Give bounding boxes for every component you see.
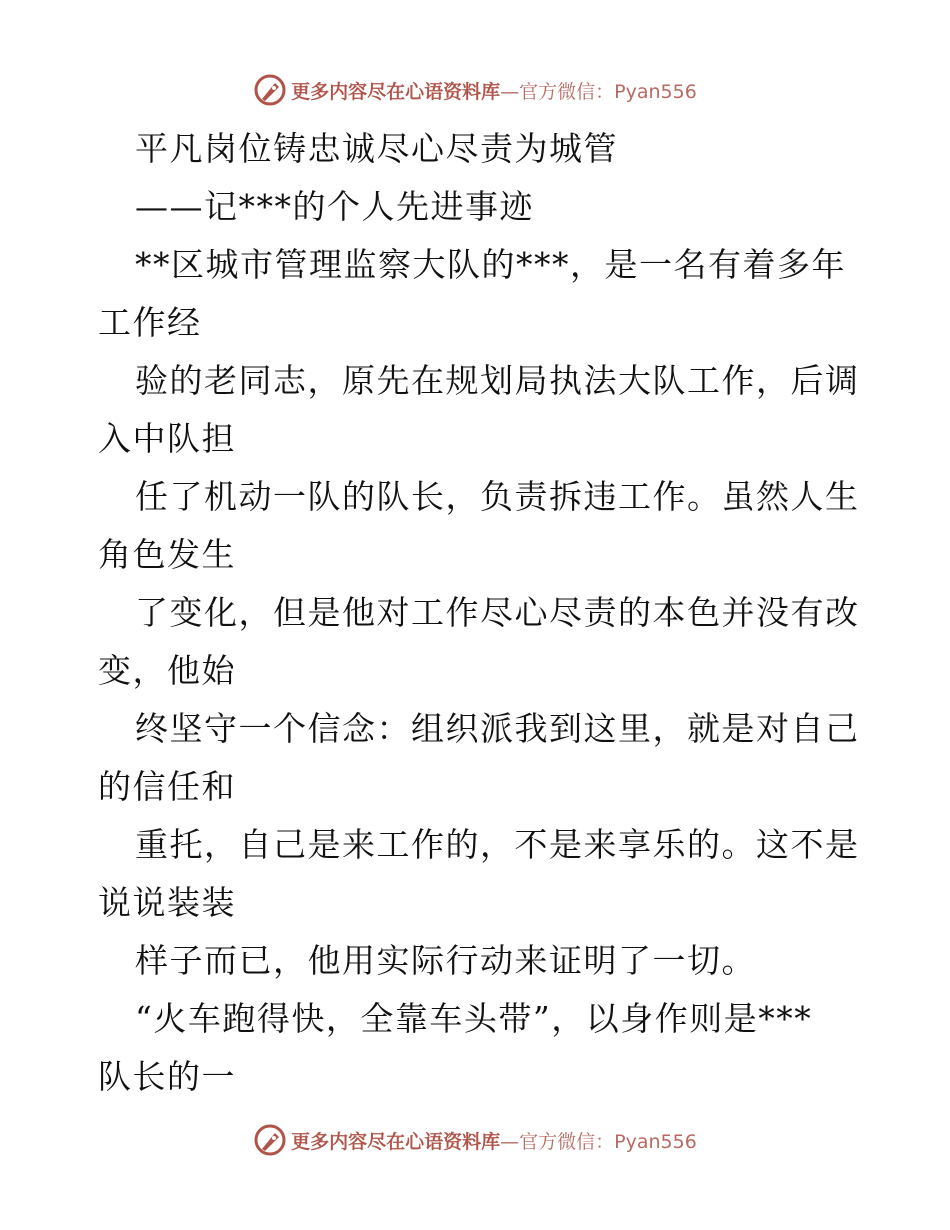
- banner-rest-text: —官方微信：Pyan556: [500, 80, 697, 103]
- pen-nib-logo-icon: [253, 1123, 287, 1157]
- banner-text: [291, 1127, 697, 1154]
- text-line: 平凡岗位铸忠诚尽心尽责为城管: [135, 129, 618, 168]
- text-line: “火车跑得快，全靠车头带”，以身作则是***: [135, 999, 813, 1038]
- text-line: 样子而已，他用实际行动来证明了一切。: [135, 941, 756, 980]
- text-line: 重托，自己是来工作的，不是来享乐的。这不是: [135, 825, 860, 864]
- banner-main-text: 更多内容尽在心语资料库: [291, 1130, 501, 1153]
- text-line: 了变化，但是他对工作尽心尽责的本色并没有改: [135, 593, 860, 632]
- text-line: **区城市管理监察大队的***，是一名有着多年: [135, 245, 846, 284]
- banner-main-text: 更多内容尽在心语资料库: [291, 80, 501, 103]
- footer-banner: [0, 1120, 950, 1160]
- text-line: 角色发生: [98, 535, 236, 574]
- banner-text: [291, 77, 697, 104]
- text-line: 验的老同志，原先在规划局执法大队工作，后调: [135, 361, 860, 400]
- banner-rest-text: —官方微信：Pyan556: [500, 1130, 697, 1153]
- document-body: [98, 120, 858, 1106]
- text-line: 入中队担: [98, 419, 236, 458]
- header-banner: [0, 70, 950, 110]
- text-line: 终坚守一个信念：组织派我到这里，就是对自己: [135, 709, 860, 748]
- text-line: 任了机动一队的队长，负责拆违工作。虽然人生: [135, 477, 860, 516]
- text-line: 工作经: [98, 303, 202, 342]
- pen-nib-logo-icon: [253, 73, 287, 107]
- text-line: 说说装装: [98, 883, 236, 922]
- text-line: ——记***的个人先进事迹: [135, 187, 534, 226]
- text-line: 的信任和: [98, 767, 236, 806]
- text-line: 队长的一: [98, 1057, 236, 1096]
- text-line: 变，他始: [98, 651, 236, 690]
